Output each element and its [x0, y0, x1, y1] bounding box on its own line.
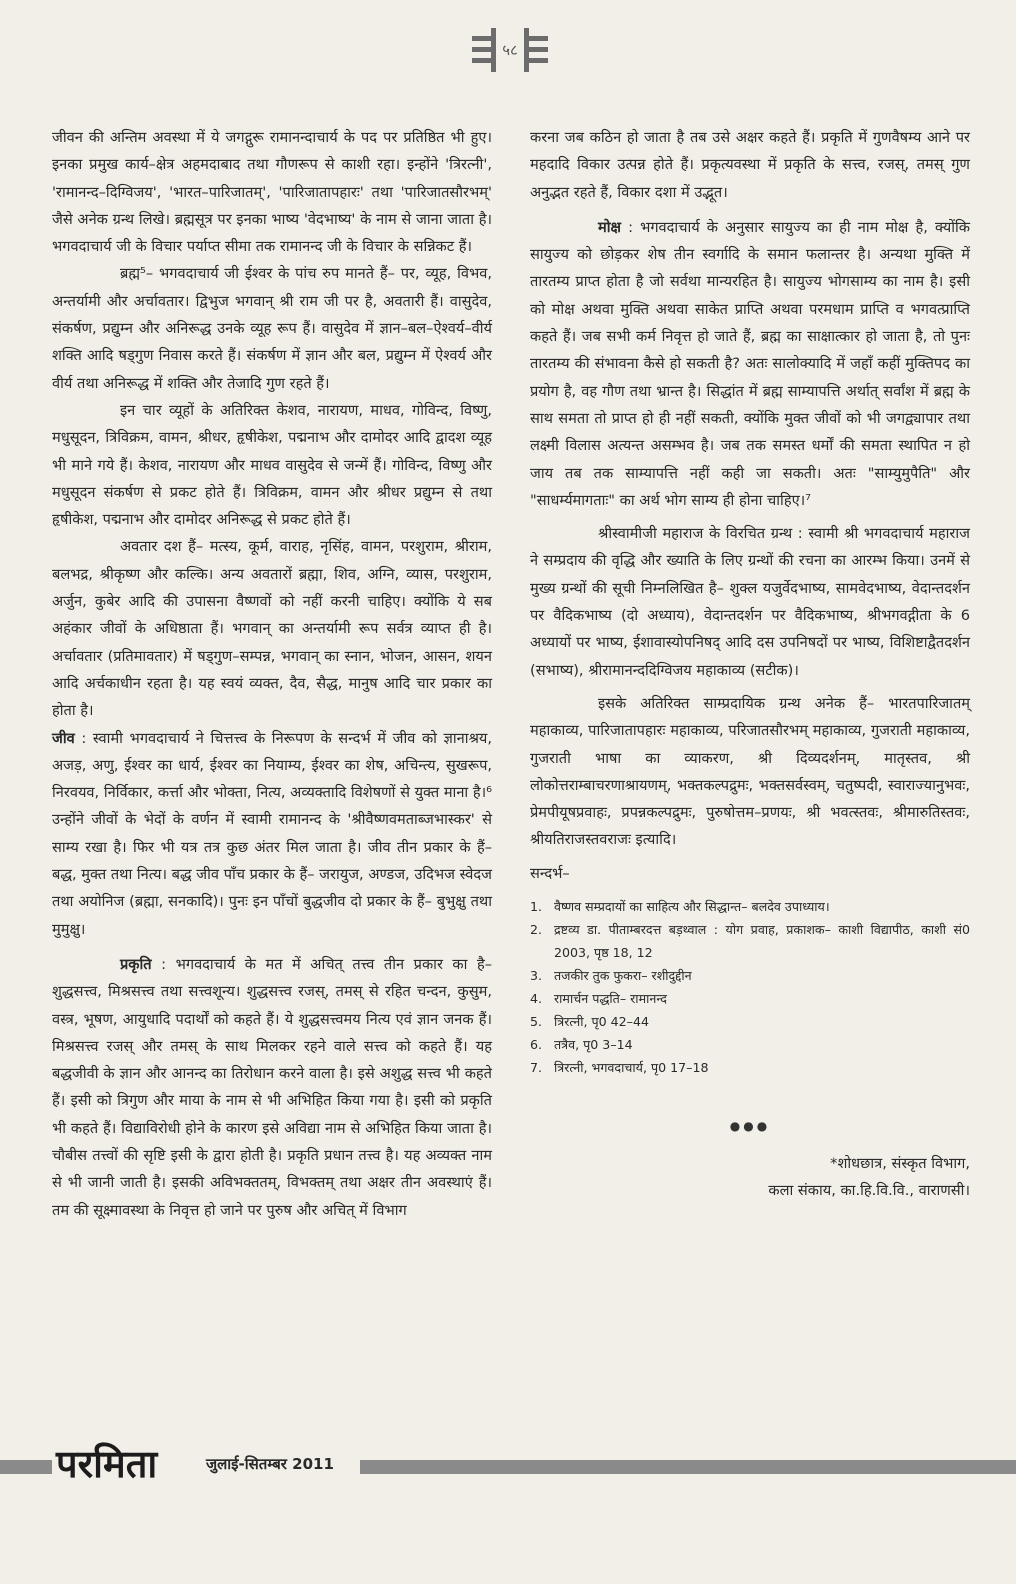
paragraph: जीवन की अन्तिम अवस्था में ये जगद्गुरू रामानन्दाचार्य के पद पर प्रतिष्ठित भी हुए। इनका प्रमुख कार्य–क्षेत्र अहमदाबाद तथा गौणरूप से काशी रहा। इन्होंने 'त्रिरत्नी', 'रामानन्द–दिग्विजय', 'भारत–पारिजातम्', 'पारिजातापहारः' तथा 'पारिजातसौरभम्' जैसे अनेक ग्रन्थ लिखे। ब्रह्मसूत्र पर इनका भाष्य 'वेदभाष्य' के नाम से जाना जाता है। भगवदाचार्य जी के विचार पर्याप्त सीमा तक रामानन्द जी के विचार के सन्निकट हैं। [52, 129, 492, 256]
paragraph: करना जब कठिन हो जाता है तब उसे अक्षर कहते हैं। प्रकृति में गुणवैषम्य आने पर महदादि विकार उत्पन्न होते हैं। प्रकृत्यवस्था में प्रकृति के सत्त्व, रजस्, तमस् गुण अनुद्भत रहते हैं, विकार दशा में उद्भूत। [530, 129, 970, 201]
issue-date: जुलाई-सितम्बर 2011 [206, 1455, 334, 1473]
left-column [52, 124, 492, 1224]
page-footer [0, 1438, 1016, 1494]
reference-item: 7. त्रिरत्नी, भगवदाचार्य, पृ0 17–18 [530, 1060, 709, 1076]
right-column [530, 124, 970, 1204]
paragraph-other-works: इसके अतिरिक्त साम्प्रदायिक ग्रन्थ अनेक हैं– भारतपारिजातम् महाकाव्य, पारिजातापहारः महाकाव्य, परिजातसौरभम् महाकाव्य, गुजराती महाकाव्य, गुजराती भाषा का व्याकरण, श्री दिव्यदर्शनम्, मातृस्तव, श्री लोकोत्तराम्बाचरणाश्रायणम्, भक्तकल्पद्रुमः, भक्तसर्वस्वम्, चतुष्पदी, स्वाराज्यानुभवः, प्रेमपीयूषप्रवाहः, प्रपन्नकल्पद्रुमः, पुरुषोत्तम–प्रणयः, श्री भवत्स्तवः, श्रीमारुतिस्तवः, श्रीयतिराजस्तवराजः इत्यादि। [530, 694, 970, 849]
prakriti-heading: प्रकृति [120, 955, 152, 973]
paragraph-brahma: ब्रह्म⁵– भगवदाचार्य जी ईश्वर के पांच रुप मानते हैं– पर, व्यूह, विभव, अन्तर्यामी और अर्चावतार। द्विभुज भगवान् श्री राम जी पर है, अवतारी हैं। वासुदेव, संकर्षण, प्रद्युम्न और अनिरूद्ध उनके व्यूह रूप हैं। वासुदेव में ज्ञान–बल–ऐश्वर्य–वीर्य शक्ति आदि षड्गुण निवास करते हैं। संकर्षण में ज्ञान और बल, प्रद्युम्न में ऐश्वर्य और वीर्य तथा अनिरूद्ध में शक्ति और तेजादि गुण रहते हैं। [52, 265, 492, 392]
reference-item: 1. वैष्णव सम्प्रदायों का साहित्य और सिद्धान्त– बलदेव उपाध्याय। [530, 899, 830, 915]
references-title: सन्दर्भ– [530, 864, 570, 882]
jiva-heading: जीव [52, 729, 75, 747]
paragraph-prakriti [52, 951, 492, 1224]
page-number-header [440, 22, 580, 78]
paragraph-avatar: अवतार दश हैं– मत्स्य, कूर्म, वाराह, नृसिंह, वामन, परशुराम, श्रीराम, बलभद्र, श्रीकृष्ण और कल्कि। अन्य अवतारों ब्रह्मा, शिव, अग्नि, व्यास, परशुराम, अर्जुन, कुबेर आदि की उपासना वैष्णवों को नहीं करनी चाहिए। क्योंकि ये सब अहंकार जीवों के अधिष्ठाता हैं। भगवान् का अन्तर्यामी रूप सर्वत्र व्याप्त ही है। अर्चावतार (प्रतिमावतार) में षड्गुण–सम्पन्न, भगवान् का स्नान, भोजन, आसन, शयन आदि अर्चकाधीन रहता है। यह स्वयं व्यक्त, दैव, सैद्ध, मानुष आदि चार प्रकार का होता है। [52, 538, 492, 720]
reference-item: 6. तत्रैव, पृ0 3–14 [530, 1037, 633, 1053]
footer-bar-left [0, 1460, 52, 1474]
moksha-heading: मोक्ष [598, 218, 621, 236]
reference-item: 5. त्रिरत्नी, पृ0 42–44 [530, 1014, 650, 1030]
reference-item: 3. तजकीर तुक फुकरा– रशीदुद्दीन [530, 968, 692, 984]
footer-bar-right [360, 1460, 1016, 1474]
references-list [530, 895, 970, 1079]
paragraph-vyuha: इन चार व्यूहों के अतिरिक्त केशव, नारायण, माधव, गोविन्द, विष्णु, मधुसूदन, त्रिविक्रम, वामन, श्रीधर, हृषीकेश, पद्मनाभ और दामोदर आदि द्वादश व्यूह भी माने गये हैं। केशव, नारायण और माधव वासुदेव से जन्में हैं। गोविन्द, विष्णु और मधुसूदन संकर्षण से प्रकट होते हैं। त्रिविक्रम, वामन और श्रीधर प्रद्युम्न से तथा हृषीकेश, पद्मनाभ और दामोदर अनिरूद्ध से प्रकट होते हैं। [52, 401, 492, 529]
author-affiliation-line2: कला संकाय, का.हि.वि.वि., वाराणसी। [768, 1182, 970, 1200]
left-ornament-icon [472, 28, 496, 72]
author-affiliation-line1: *शोधछात्र, संस्कृत विभाग, [830, 1155, 970, 1173]
reference-item: 4. रामार्चन पद्धति– रामानन्द [530, 991, 667, 1007]
magazine-brand: परमिता [56, 1442, 158, 1486]
paragraph-moksha [530, 214, 970, 514]
paragraph-jiva [52, 725, 492, 943]
moksha-text: : भगवदाचार्य के अनुसार सायुज्य का ही नाम मोक्ष है, क्योंकि सायुज्य को छोड़कर शेष तीन स्वर्गादि के समान फलान्तर है। अन्यथा मुक्ति में तारतम्य प्राप्त होता है जो सर्वथा मान्यरहित है। सायुज्य भोगसाम्य का नाम है। इसी को मोक्ष अथवा मुक्ति अथवा साकेत प्राप्ति अथवा परमधाम प्राप्ति व भगवत्प्राप्ति कहते हैं। जब सभी कर्म निवृत्त हो जाते हैं, ब्रह्म का साक्षात्कार हो जाता है, तो पुनः तारतम्य की संभावना कैसे हो सकती है? अतः सालोक्यादि में जहाँ कहीं मुक्तिपद का प्रयोग है, वह गौण तथा भ्रान्त है। सिद्धांत में ब्रह्म साम्यापत्ति अर्थात् सर्वांश में ब्रह्म के साथ समता तो प्राप्त हो ही नहीं सकती, क्योंकि मुक्त जीवों को भी जगद्व्यापार तथा लक्ष्मी विलास अत्यन्त असम्भव है। जब तक समस्त धर्मों की समता स्थापित न हो जाय तब तक साम्यापत्ति नहीं कही जा सकती। अतः "साम्युमुपैति" और "साधर्म्यमागताः" का अर्थ भोग साम्य ही होना चाहिए।⁷ [530, 218, 970, 509]
jiva-text: : स्वामी भगवदाचार्य ने चित्तत्त्व के निरूपण के सन्दर्भ में जीव को ज्ञानाश्रय, अजड़, अणु, ईश्वर का धार्य, ईश्वर का नियाम्य, ईश्वर का शेष, अचिन्त्य, सुखरूप, निरवयव, निर्विकार, कर्त्ता और भोक्ता, नित्य, अव्यक्तादि विशेषणों से युक्त माना है।⁶ उन्होंने जीवों के भेदों के वर्णन में स्वामी रामानन्द के 'श्रीवैष्णवमताब्जभास्कर' से साम्य रखा है। फिर भी यत्र तत्र कुछ अंतर मिल जाता है। जीव तीन प्रकार के हैं– बद्ध, मुक्त तथा नित्य। बद्ध जीव पाँच प्रकार के हैं– जरायुज, अण्डज, उदिभज स्वेदज तथा अयोनिज (ब्रह्मा, सनकादि)। पुनः इन पाँचों बुद्धजीव दो प्रकार के हैं– बुभुक्षु तथा मुमुक्षु। [52, 729, 492, 938]
prakriti-text: : भगवदाचार्य के मत में अचित् तत्त्व तीन प्रकार का है– शुद्धसत्त्व, मिश्रसत्त्व तथा सत्त्वशून्य। शुद्धसत्त्व रजस्, तमस् से रहित चन्दन, कुसुम, वस्त्र, भूषण, आयुधादि पदार्थों को कहते हैं। ये शुद्धसत्त्वमय नित्य एवं ज्ञान जनक हैं। मिश्रसत्त्व रजस् और तमस् के साथ मिलकर रहने वाले सत्त्व को कहते हैं। यह बद्धजीवी के ज्ञान और आनन्द का तिरोधान करने वाला है। इसे अशुद्ध सत्त्व भी कहते हैं। इसी को त्रिगुण और माया के नाम से भी अभिहित किया गया है। इसी को प्रकृति भी कहते हैं। विद्याविरोधी होने के कारण इसे अविद्या नाम से अभिहित किया जाता है। चौबीस तत्त्वों की सृष्टि इसी के द्वारा होती है। प्रकृति प्रधान तत्त्व है। यह अव्यक्त नाम से भी जानी जाती है। इसकी अविभक्ततम्, विभक्तम् तथा अक्षर तीन अवस्थाएं हैं। तम की सूक्ष्मावस्था के निवृत्त हो जाने पर पुरुष और अचित् में विभाग [52, 955, 492, 1219]
paragraph-works: श्रीस्वामीजी महाराज के विरचित ग्रन्थ : स्वामी श्री भगवदाचार्य महाराज ने सम्प्रदाय की वृद्धि और ख्याति के लिए ग्रन्थों की रचना का आरम्भ किया। उनमें से मुख्य ग्रन्थों की सूची निम्नलिखित है– शुक्ल यजुर्वेदभाष्य, सामवेदभाष्य, वेदान्तदर्शन पर वैदिकभाष्य (दो अध्याय), वेदान्तदर्शन पर वैदिकभाष्य, श्रीभगवद्गीता के 6 अध्यायों पर भाष्य, ईशावास्योपनिषद् आदि दस उपनिषदों पर भाष्य, विशिष्टाद्वैतदर्शन (सभाष्य), श्रीरामानन्ददिग्विजय महाकाव्य (सटीक)। [530, 525, 970, 679]
right-ornament-icon [524, 28, 548, 72]
page-number: ५८ [502, 41, 518, 59]
separator-dots: ●●● [729, 1119, 771, 1134]
reference-item: 2. द्रष्टव्य डा. पीताम्बरदत्त बड़थ्वाल : योग प्रवाह, प्रकाशक– काशी विद्यापीठ, काशी सं0 2003, पृष्ठ 18, 12 [530, 922, 970, 961]
